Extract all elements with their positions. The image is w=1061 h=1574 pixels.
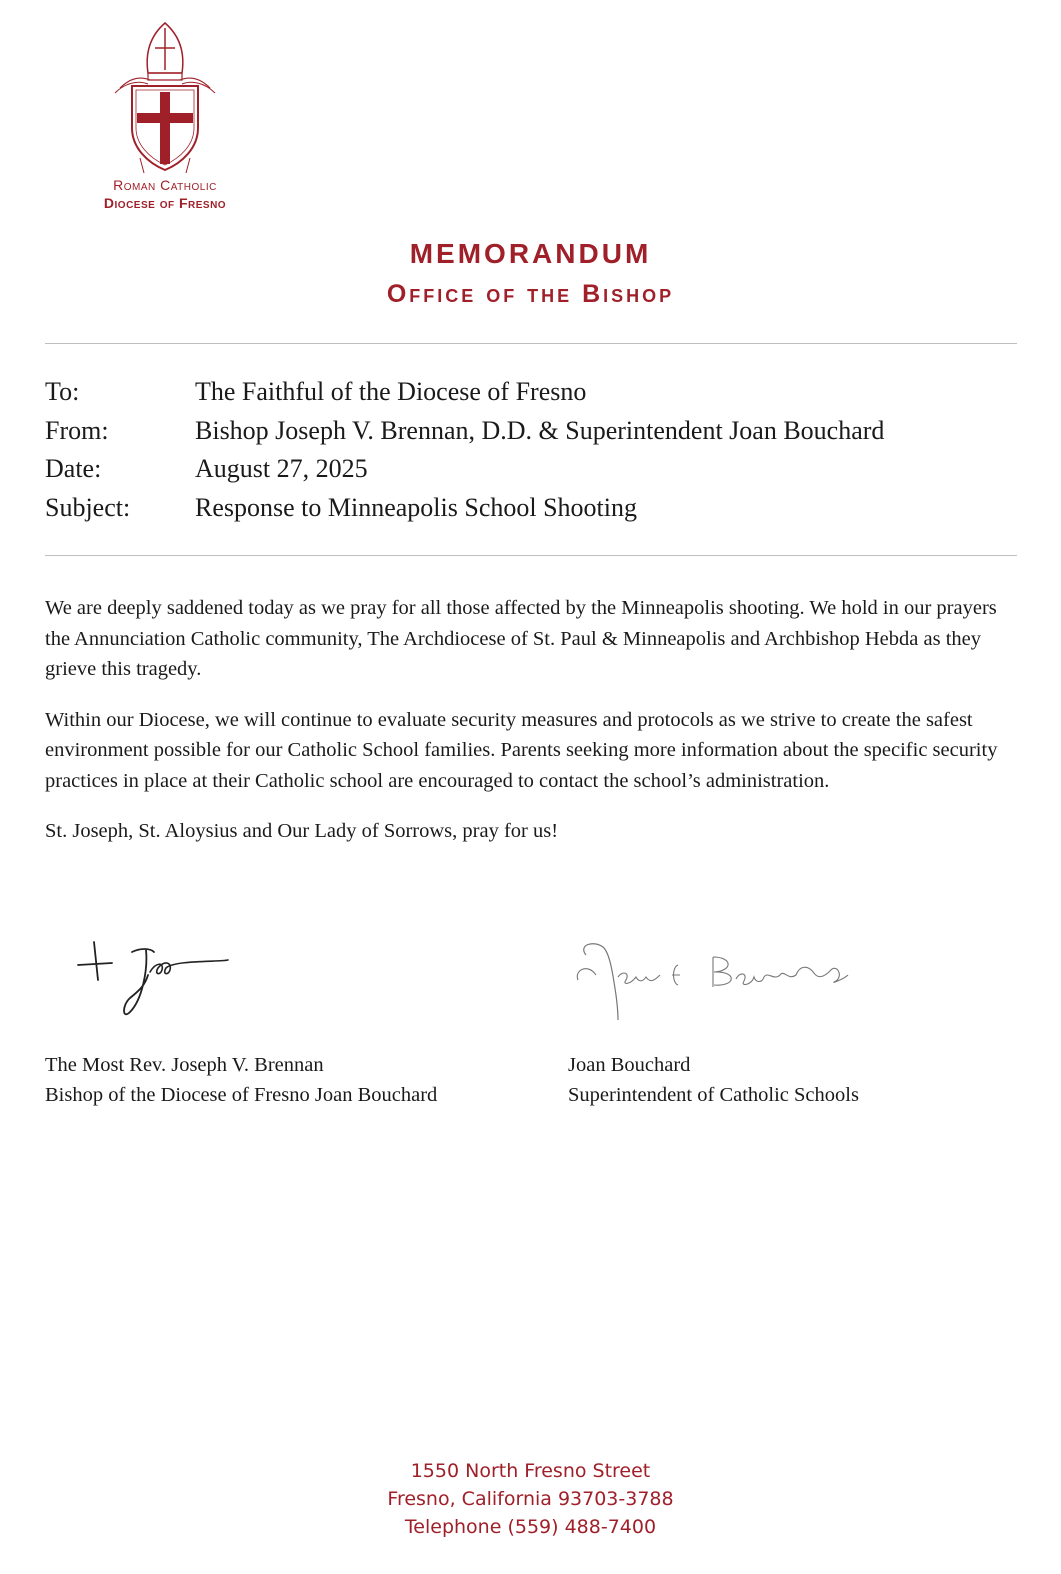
office-subtitle: Office of the Bishop xyxy=(386,280,675,308)
date-row xyxy=(45,451,884,490)
address-footer xyxy=(0,1457,1061,1541)
to-label: To: xyxy=(45,377,80,406)
from-row xyxy=(45,413,884,452)
superintendent-signature xyxy=(568,935,858,1030)
superintendent-signature-block xyxy=(568,1050,859,1110)
footer-street: 1550 North Fresno Street xyxy=(410,1460,651,1482)
subject-label: Subject: xyxy=(45,492,131,522)
bishop-title: Bishop of the Diocese of Fresno Joan Bouchard xyxy=(45,1084,438,1106)
memo-body xyxy=(45,593,1020,867)
coat-of-arms-icon xyxy=(110,18,220,178)
memo-header xyxy=(45,374,884,528)
footer-phone: Telephone (559) 488-7400 xyxy=(404,1516,657,1538)
body-paragraph-3: St. Joseph, St. Aloysius and Our Lady of Sorrows, pray for us! xyxy=(45,820,559,842)
memorandum-title: MEMORANDUM xyxy=(409,238,652,269)
bishop-name: The Most Rev. Joseph V. Brennan xyxy=(45,1054,324,1076)
logo-line-roman-catholic: Roman Catholic xyxy=(113,177,217,193)
to-row xyxy=(45,374,884,413)
footer-city: Fresno, California 93703-3788 xyxy=(387,1488,674,1510)
subject-row xyxy=(45,490,884,529)
logo-line-diocese: Diocese of Fresno xyxy=(103,195,227,211)
logo-text xyxy=(60,176,270,212)
subject-value: Response to Minneapolis School Shooting xyxy=(195,492,637,522)
from-label: From: xyxy=(45,415,109,445)
body-paragraph-1: We are deeply saddened today as we pray for all those affected by the Minneapolis shooting. We hold in our prayers the Annunciation Catholic community, The Archdiocese of St. Paul & Minneapolis and Archbishop Hebda as they grieve this tragedy. xyxy=(45,597,997,680)
from-value: Bishop Joseph V. Brennan, D.D. & Superintendent Joan Bouchard xyxy=(195,415,885,445)
body-paragraph-2: Within our Diocese, we will continue to evaluate security measures and protocols as we strive to create the safest environment possible for our Catholic School families. Parents seeking more information about the specific security practices in place at their Catholic school are encouraged to contact the school’s administration. xyxy=(45,708,998,792)
date-value: August 27, 2025 xyxy=(195,454,368,483)
to-value: The Faithful of the Diocese of Fresno xyxy=(195,377,587,406)
superintendent-title: Superintendent of Catholic Schools xyxy=(568,1084,859,1106)
diocese-logo xyxy=(60,18,270,218)
top-divider xyxy=(45,343,1017,344)
superintendent-name: Joan Bouchard xyxy=(568,1054,691,1076)
bottom-divider xyxy=(45,555,1017,556)
date-label: Date: xyxy=(45,454,102,483)
bishop-signature-block xyxy=(45,1050,437,1110)
bishop-signature xyxy=(70,930,240,1030)
